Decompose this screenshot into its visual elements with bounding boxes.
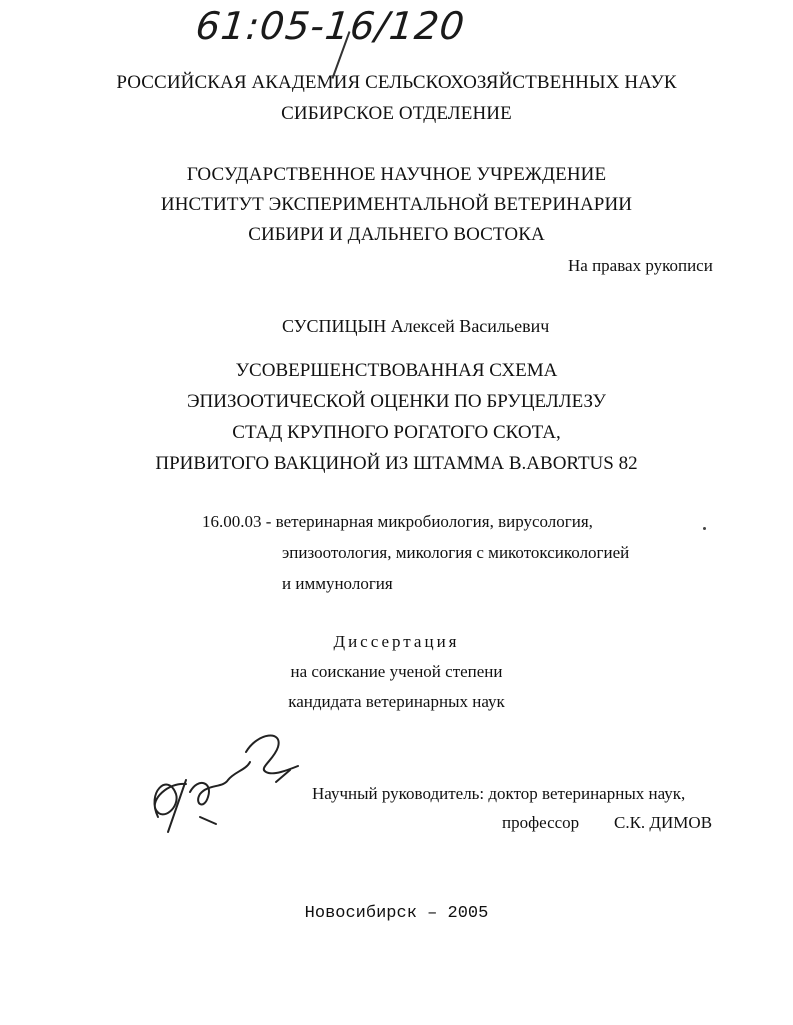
scan-speck [703, 527, 706, 530]
advisor-rank: профессор [502, 813, 580, 832]
dissertation-type: Диссертация [333, 632, 460, 651]
org-region: СИБИРИ И ДАЛЬНЕГО ВОСТОКА [248, 224, 545, 245]
title-line-2: ЭПИЗООТИЧЕСКОЙ ОЦЕНКИ ПО БРУЦЕЛЛЕЗУ [186, 391, 607, 412]
org-academy: РОССИЙСКАЯ АКАДЕМИЯ СЕЛЬСКОХОЗЯЙСТВЕННЫХ НАУК [116, 72, 677, 93]
org-institute: ИНСТИТУТ ЭКСПЕРИМЕНТАЛЬНОЙ ВЕТЕРИНАРИИ [160, 194, 633, 215]
manuscript-rights: На правах рукописи [568, 256, 713, 275]
dissertation-degree-line: на соискание ученой степени [290, 662, 503, 681]
org-branch: СИБИРСКОЕ ОТДЕЛЕНИЕ [281, 103, 512, 124]
specialty-line-1: 16.00.03 - ветеринарная микробиология, вирусология, [202, 512, 593, 531]
title-line-3: СТАД КРУПНОГО РОГАТОГО СКОТА, [232, 422, 561, 443]
signature-image [138, 722, 308, 842]
org-institution-type: ГОСУДАРСТВЕННОЕ НАУЧНОЕ УЧРЕЖДЕНИЕ [186, 164, 607, 185]
advisor-name: С.К. ДИМОВ [614, 813, 713, 832]
dissertation-field-line: кандидата ветеринарных наук [288, 692, 505, 711]
city-year: Новосибирск – 2005 [304, 904, 489, 923]
archive-code: 61:05-16/120 [193, 4, 468, 48]
specialty-line-3: и иммунология [282, 574, 393, 593]
title-line-1: УСОВЕРШЕНСТВОВАННАЯ СХЕМА [235, 360, 558, 381]
specialty-line-2: эпизоотология, микология с микотоксикологией [282, 543, 630, 562]
advisor-line: Научный руководитель: доктор ветеринарных наук, [312, 784, 686, 803]
title-line-4: ПРИВИТОГО ВАКЦИНОЙ ИЗ ШТАММА B.ABORTUS 82 [155, 453, 638, 474]
author-name: СУСПИЦЫН Алексей Васильевич [282, 316, 550, 336]
